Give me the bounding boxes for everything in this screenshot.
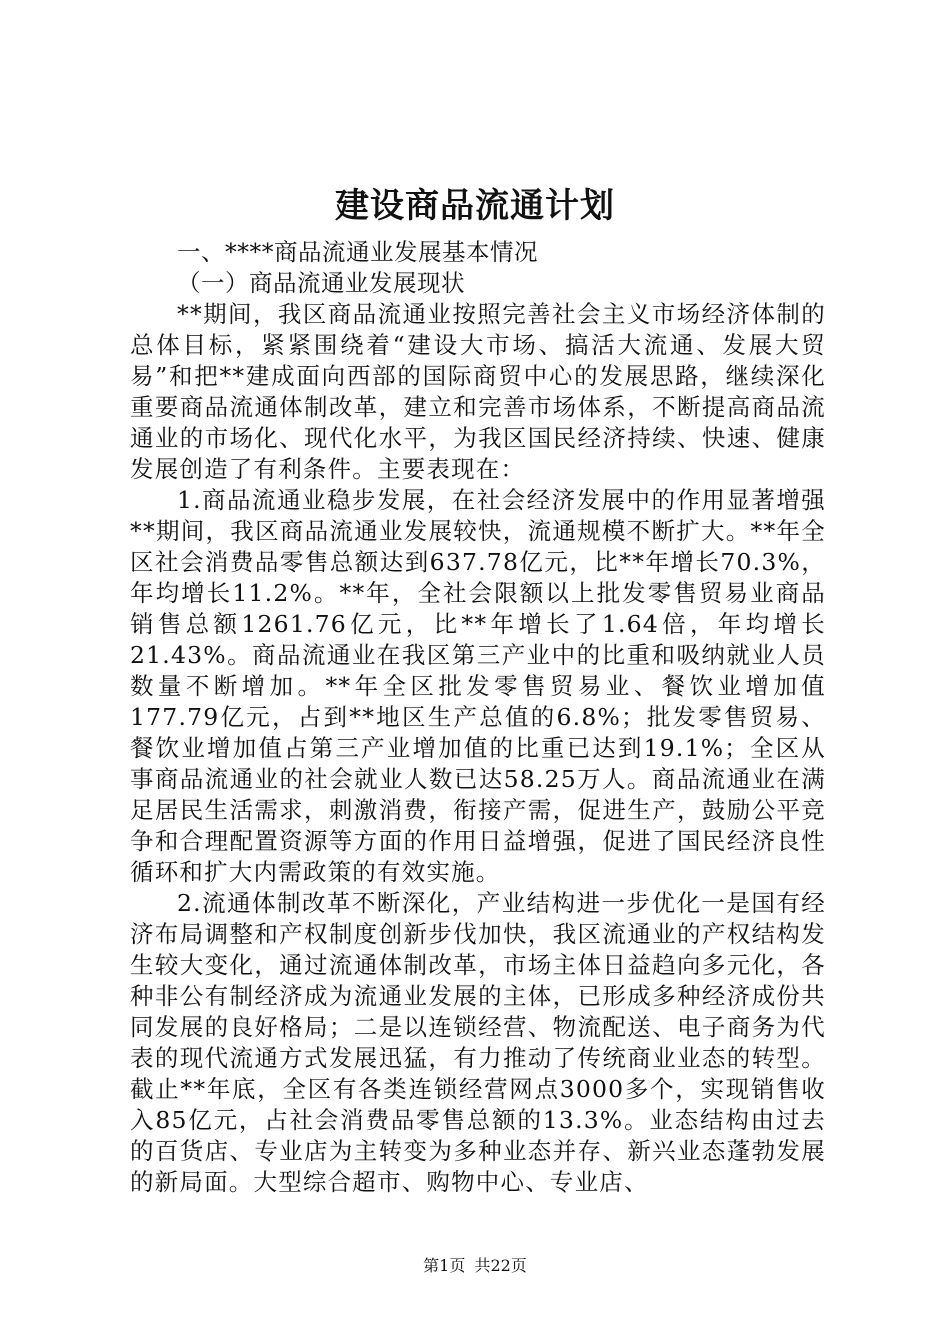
subsection-heading: （一）商品流通业发展现状 xyxy=(177,269,465,297)
page-total: 共22页 xyxy=(474,1256,527,1275)
document-body xyxy=(130,237,826,1198)
paragraph-point-2: 2.流通体制改革不断深化，产业结构进一步优化一是国有经济布局调整和产权制度创新步伐加快，我区流通业的产权结构发生较大变化，通过流通体制改革，市场主体日益趋向多元化，各种非公有制经济成为流通业发展的主体，已形成多种经济成份共同发展的良好格局；二是以连锁经营、物流配送、电子商务为代表的现代流通方式发展迅猛，有力推动了传统商业业态的转型。截止**年底，全区有各类连锁经营网点3000多个，实现销售收入85亿元，占社会消费品零售总额的13.3%。业态结构由过去的百货店、专业店为主转变为多种业态并存、新兴业态蓬勃发展的新局面。大型综合超市、购物中心、专业店、 xyxy=(130,889,826,1196)
section-heading: 一、****商品流通业发展基本情况 xyxy=(177,238,538,266)
document-title: 建设商品流通计划 xyxy=(335,186,615,226)
paragraph-point-1: 1.商品流通业稳步发展，在社会经济发展中的作用显著增强**期间，我区商品流通业发展较快，流通规模不断扩大。**年全区社会消费品零售总额达到637.78亿元，比**年增长70.3%，年均增长11.2%。**年，全社会限额以上批发零售贸易业商品销售总额1261.76亿元，比**年增长了1.64倍，年均增长21.43%。商品流通业在我区第三产业中的比重和吸纳就业人员数量不断增加。**年全区批发零售贸易业、餐饮业增加值177.79亿元，占到**地区生产总值的6.8%；批发零售贸易、餐饮业增加值占第三产业增加值的比重已达到19.1%；全区从事商品流通业的社会就业人数已达58.25万人。商品流通业在满足居民生活需求，刺激消费，衔接产需，促进生产，鼓励公平竞争和合理配置资源等方面的作用日益增强，促进了国民经济良性循环和扩大内需政策的有效实施。 xyxy=(130,486,826,886)
page-footer xyxy=(0,1256,950,1276)
page-number: 第1页 xyxy=(423,1256,466,1275)
paragraph-intro: **期间，我区商品流通业按照完善社会主义市场经济体制的总体目标，紧紧围绕着“建设大市场、搞活大流通、发展大贸易”和把**建成面向西部的国际商贸中心的发展思路，继续深化重要商品流通体制改革，建立和完善市场体系，不断提高商品流通业的市场化、现代化水平，为我区国民经济持续、快速、健康发展创造了有利条件。主要表现在： xyxy=(130,300,826,483)
